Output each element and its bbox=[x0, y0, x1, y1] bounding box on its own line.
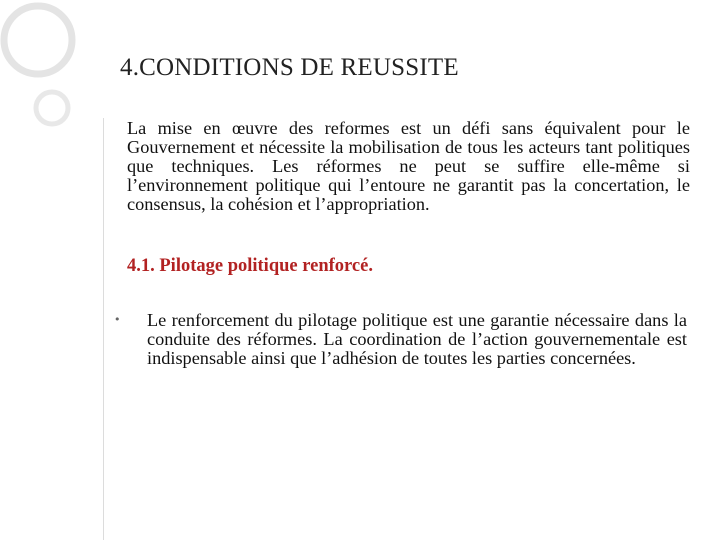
decor-ring-large bbox=[4, 6, 72, 74]
bullet-list bbox=[114, 311, 690, 368]
list-item bbox=[114, 311, 690, 368]
left-divider bbox=[103, 118, 104, 540]
decor-ring-small bbox=[36, 92, 68, 124]
intro-paragraph: La mise en œuvre des reformes est un défi sans équivalent pour le Gouvernement et nécessite la mobilisation de tous les acteurs tant politiques que techniques. Les réformes ne peut se suffire elle-même si l’environnement politique qui l’entoure ne garantit pas la concertation, le consensus, la cohésion et l’appropriation. bbox=[127, 118, 690, 214]
bullet-text: Le renforcement du pilotage politique est une garantie nécessaire dans la conduite des réformes. La coordination de l’action gouvernementale est indispensable ainsi que l’adhésion de toutes les parties concernées. bbox=[147, 310, 687, 368]
section-heading: 4.1. Pilotage politique renforcé. bbox=[127, 256, 373, 276]
bullet-marker: • bbox=[114, 313, 121, 326]
slide-title: 4.CONDITIONS DE REUSSITE bbox=[120, 54, 459, 81]
